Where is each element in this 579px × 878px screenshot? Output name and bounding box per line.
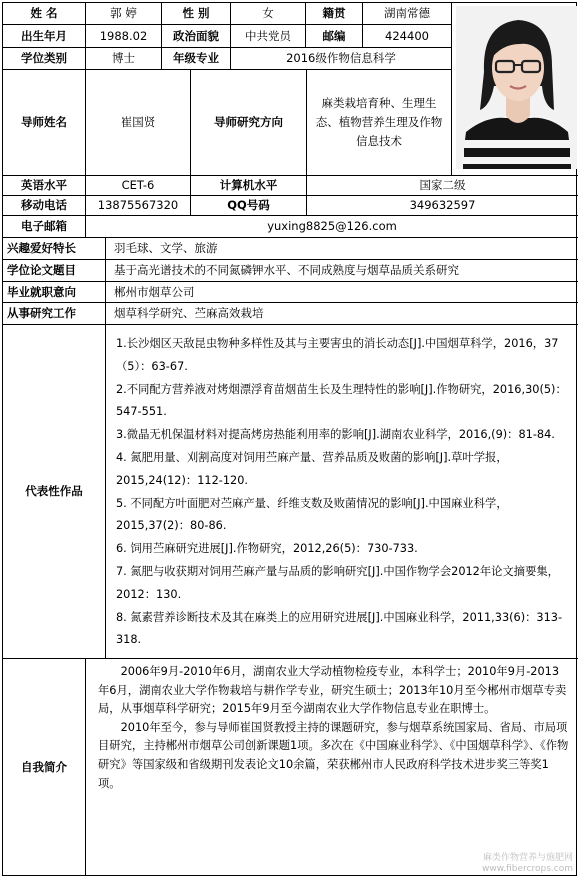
name-value: 郭 婷 [86,3,162,25]
birth-label: 出生年月 [3,25,86,48]
intro-text [86,659,578,875]
works-label: 代表性作品 [3,325,106,659]
gender-value: 女 [231,3,306,25]
zip-value: 424400 [363,25,452,48]
work-item: 6. 饲用苎麻研究进展[J].作物研究，2012,26(5)：730-733. [116,542,418,556]
phone-label: 移动电话 [3,196,86,216]
employer-label: 毕业就职意向 [3,282,106,303]
research-value: 烟草科学研究、苎麻高效栽培 [106,303,578,325]
origin-value: 湖南常德 [363,3,452,25]
intro-paragraph: 2010年至今，参与导师崔国贤教授主持的课题研究，参与烟草系统国家局、省局、市局项目研究，主持郴州市烟草公司创新课题1项。多次在《中国麻业科学》、《中国烟草科学》、《作物研究》等国家级和省级期刊发表论文10余篇，荣获郴州市人民政府科学技术进步奖三等奖1项。 [98,720,569,790]
resume-form [2,2,577,876]
profile-photo [456,6,577,169]
research-label: 从事研究工作 [3,303,106,325]
thesis-value: 基于高光谱技术的不同氮磷钾水平、不同成熟度与烟草品质关系研究 [106,260,578,282]
employer-value: 郴州市烟草公司 [106,282,578,303]
politics-value: 中共党员 [231,25,306,48]
thesis-label: 学位论文题目 [3,260,106,282]
hobby-value: 羽毛球、文学、旅游 [106,238,578,260]
qq-label: QQ号码 [191,196,307,216]
work-item: 4. 氮肥用量、刈割高度对饲用苎麻产量、营养品质及败菌的影响[J].草叶学报，2015,24(12)：112-120. [116,450,508,487]
english-value: CET-6 [86,176,191,196]
email-label: 电子邮箱 [3,216,86,238]
work-item: 2.不同配方营养液对烤烟漂浮育苗烟苗生长及生理特性的影响[J].作物研究，2016,30(5)：547-551. [116,382,567,419]
advisor-field-label: 导师研究方向 [191,70,307,176]
computer-value: 国家二级 [307,176,578,196]
politics-label: 政治面貌 [162,25,231,48]
grade-label: 年级专业 [162,48,231,70]
phone-value: 13875567320 [86,196,191,216]
name-label: 姓 名 [3,3,86,25]
work-item: 5. 不同配方叶面肥对苎麻产量、纤维支数及败菌情况的影响[J].中国麻业科学，2015,37(2)：80-86. [116,496,508,533]
advisor-name-value: 崔国贤 [86,70,191,176]
watermark [482,853,573,875]
watermark-url: www.fibercrops.com [482,864,573,874]
gender-label: 性 别 [162,3,231,25]
qq-value: 349632597 [307,196,578,216]
work-item: 7. 氮肥与收获期对饲用苎麻产量与品质的影响研究[J].中国作物学会2012年论文摘要集，2012：130. [116,564,559,601]
work-item: 1.长沙烟区天敌昆虫物种多样性及其与主要害虫的消长动态[J].中国烟草科学，2016，37（5）：63-67. [116,337,559,373]
work-item: 8. 氮素营养诊断技术及其在麻类上的应用研究进展[J].中国麻业科学，2011,33(6)：313-318. [116,610,563,647]
grade-value: 2016级作物信息科学 [231,48,452,70]
birth-value: 1988.02 [86,25,162,48]
degree-value: 博士 [86,48,162,70]
intro-label: 自我简介 [3,659,86,875]
works-list [106,325,578,659]
zip-label: 邮编 [306,25,363,48]
computer-label: 计算机水平 [191,176,307,196]
advisor-field-value: 麻类栽培育种、生理生态、植物营养生理及作物信息技术 [307,70,452,176]
hobby-label: 兴趣爱好特长 [3,238,106,260]
email-value: yuxing8825@126.com [86,216,578,238]
degree-label: 学位类别 [3,48,86,70]
english-label: 英语水平 [3,176,86,196]
intro-paragraph: 2006年9月-2010年6月，湖南农业大学动植物检疫专业，本科学士；2010年9月-2013年6月，湖南农业大学作物栽培与耕作学专业，研究生硕士；2013年10月至今郴州市烟草专卖局，从事烟草科学研究；2015年9月至今湖南农业大学作物信息专业在职博士。 [98,665,567,716]
work-item: 3.微晶无机保温材料对提高烤房热能利用率的影响[J].湖南农业科学，2016,(9)：81-84. [116,428,555,442]
watermark-title: 麻类作物营养与施肥网 [482,853,573,863]
origin-label: 籍贯 [306,3,363,25]
advisor-name-label: 导师姓名 [3,70,86,176]
